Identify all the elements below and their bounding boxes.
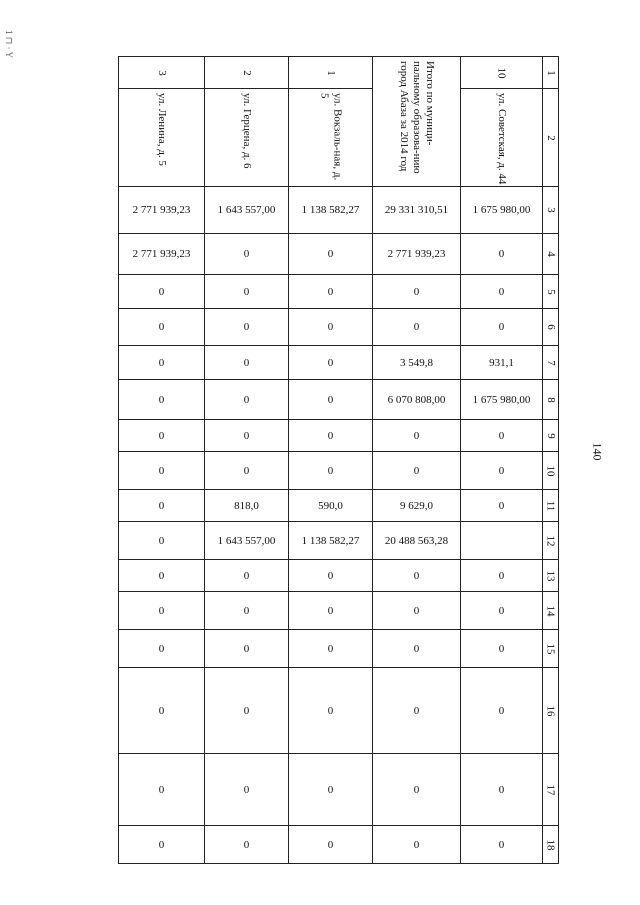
value-cell <box>461 522 543 560</box>
value-cell: 0 <box>461 234 543 275</box>
row-index: 16 <box>543 668 559 754</box>
value-cell: 0 <box>289 630 373 668</box>
address-header-cell <box>119 89 205 187</box>
value-cell: 1 643 557,00 <box>205 522 289 560</box>
value-cell: 0 <box>119 560 205 592</box>
value-cell: 0 <box>289 826 373 864</box>
value-cell: 0 <box>205 630 289 668</box>
value-cell: 0 <box>205 380 289 420</box>
value-cell: 0 <box>119 754 205 826</box>
table-row <box>119 187 559 234</box>
value-cell: 0 <box>289 309 373 346</box>
row-index: 10 <box>543 452 559 490</box>
table-row <box>119 592 559 630</box>
value-cell: 1 643 557,00 <box>205 187 289 234</box>
row-index: 14 <box>543 592 559 630</box>
value-cell: 0 <box>373 826 461 864</box>
column-number: 10 <box>461 57 543 89</box>
value-cell: 0 <box>373 630 461 668</box>
table-row <box>119 309 559 346</box>
row-index: 3 <box>543 187 559 234</box>
value-cell: 0 <box>205 309 289 346</box>
value-cell: 1 675 980,00 <box>461 380 543 420</box>
value-cell: 0 <box>205 560 289 592</box>
column-number: 1 <box>289 57 373 89</box>
value-cell: 0 <box>289 592 373 630</box>
value-cell: 0 <box>205 592 289 630</box>
data-table <box>118 56 559 864</box>
value-cell: 0 <box>461 452 543 490</box>
column-number: 2 <box>205 57 289 89</box>
table-row <box>119 234 559 275</box>
value-cell: 0 <box>289 420 373 452</box>
table-row <box>119 522 559 560</box>
value-cell: 818,0 <box>205 490 289 522</box>
table-row <box>119 490 559 522</box>
header-index-top: 1 <box>543 57 559 89</box>
table-row <box>119 380 559 420</box>
value-cell: 0 <box>373 275 461 309</box>
total-header-text: Итого по муници-пальному образова-нию город Абаза за 2014 год <box>398 61 436 174</box>
address-text: ул. Вокзаль-ная, д. 5 <box>318 93 344 181</box>
value-cell: 0 <box>461 420 543 452</box>
value-cell: 0 <box>205 668 289 754</box>
value-cell: 6 070 808,00 <box>373 380 461 420</box>
value-cell: 2 771 939,23 <box>119 234 205 275</box>
value-cell: 0 <box>289 275 373 309</box>
table-row <box>119 346 559 380</box>
value-cell: 0 <box>461 309 543 346</box>
row-index: 6 <box>543 309 559 346</box>
address-text: ул. Ленина, д. 5 <box>156 93 168 166</box>
value-cell: 0 <box>205 234 289 275</box>
address-text: ул. Герцена, д. 6 <box>241 93 253 169</box>
value-cell: 0 <box>119 630 205 668</box>
value-cell: 0 <box>373 420 461 452</box>
value-cell: 0 <box>373 452 461 490</box>
value-cell: 0 <box>205 754 289 826</box>
corner-mark: 1 ⊓ · Y <box>4 30 14 58</box>
value-cell: 0 <box>373 309 461 346</box>
value-cell: 0 <box>289 754 373 826</box>
value-cell: 0 <box>119 346 205 380</box>
value-cell: 0 <box>119 309 205 346</box>
row-index: 4 <box>543 234 559 275</box>
page-number: 140 <box>590 442 605 461</box>
row-index: 5 <box>543 275 559 309</box>
table-row <box>119 668 559 754</box>
value-cell: 0 <box>119 275 205 309</box>
row-index: 11 <box>543 490 559 522</box>
value-cell: 0 <box>119 420 205 452</box>
column-number: 3 <box>119 57 205 89</box>
value-cell: 0 <box>373 754 461 826</box>
table-row <box>119 754 559 826</box>
column-number-row <box>119 57 559 89</box>
value-cell: 0 <box>289 452 373 490</box>
value-cell: 0 <box>373 592 461 630</box>
value-cell: 590,0 <box>289 490 373 522</box>
value-cell: 1 675 980,00 <box>461 187 543 234</box>
value-cell: 0 <box>205 452 289 490</box>
row-index: 18 <box>543 826 559 864</box>
table-row <box>119 826 559 864</box>
value-cell: 0 <box>205 275 289 309</box>
address-header-cell <box>461 89 543 187</box>
value-cell: 0 <box>119 668 205 754</box>
value-cell: 0 <box>289 380 373 420</box>
value-cell: 1 138 582,27 <box>289 522 373 560</box>
value-cell: 1 138 582,27 <box>289 187 373 234</box>
address-header-cell <box>289 89 373 187</box>
value-cell: 0 <box>461 490 543 522</box>
value-cell: 0 <box>461 592 543 630</box>
value-cell: 29 331 310,51 <box>373 187 461 234</box>
value-cell: 0 <box>205 420 289 452</box>
value-cell: 20 488 563,28 <box>373 522 461 560</box>
row-index: 12 <box>543 522 559 560</box>
value-cell: 0 <box>461 275 543 309</box>
value-cell: 0 <box>119 522 205 560</box>
value-cell: 0 <box>289 668 373 754</box>
value-cell: 0 <box>119 592 205 630</box>
value-cell: 0 <box>289 560 373 592</box>
value-cell: 9 629,0 <box>373 490 461 522</box>
table-row <box>119 452 559 490</box>
table-row <box>119 420 559 452</box>
value-cell: 0 <box>373 560 461 592</box>
row-index: 13 <box>543 560 559 592</box>
value-cell: 2 771 939,23 <box>119 187 205 234</box>
value-cell: 0 <box>461 668 543 754</box>
address-text: ул. Советская, д. 44 <box>496 93 508 185</box>
table-row <box>119 560 559 592</box>
total-header-cell <box>373 57 461 187</box>
table-row <box>119 275 559 309</box>
row-index: 9 <box>543 420 559 452</box>
value-cell: 0 <box>461 826 543 864</box>
row-index: 15 <box>543 630 559 668</box>
address-header-cell <box>205 89 289 187</box>
row-index: 8 <box>543 380 559 420</box>
value-cell: 0 <box>119 826 205 864</box>
value-cell: 0 <box>119 380 205 420</box>
address-row <box>119 89 559 187</box>
row-index: 17 <box>543 754 559 826</box>
value-cell: 0 <box>461 630 543 668</box>
value-cell: 2 771 939,23 <box>373 234 461 275</box>
value-cell: 0 <box>461 754 543 826</box>
value-cell: 0 <box>205 346 289 380</box>
value-cell: 0 <box>289 234 373 275</box>
value-cell: 931,1 <box>461 346 543 380</box>
value-cell: 0 <box>205 826 289 864</box>
value-cell: 0 <box>461 560 543 592</box>
value-cell: 0 <box>373 668 461 754</box>
table-row <box>119 630 559 668</box>
value-cell: 3 549,8 <box>373 346 461 380</box>
value-cell: 0 <box>289 346 373 380</box>
value-cell: 0 <box>119 452 205 490</box>
row-index: 7 <box>543 346 559 380</box>
header-index-bottom: 2 <box>543 89 559 187</box>
value-cell: 0 <box>119 490 205 522</box>
